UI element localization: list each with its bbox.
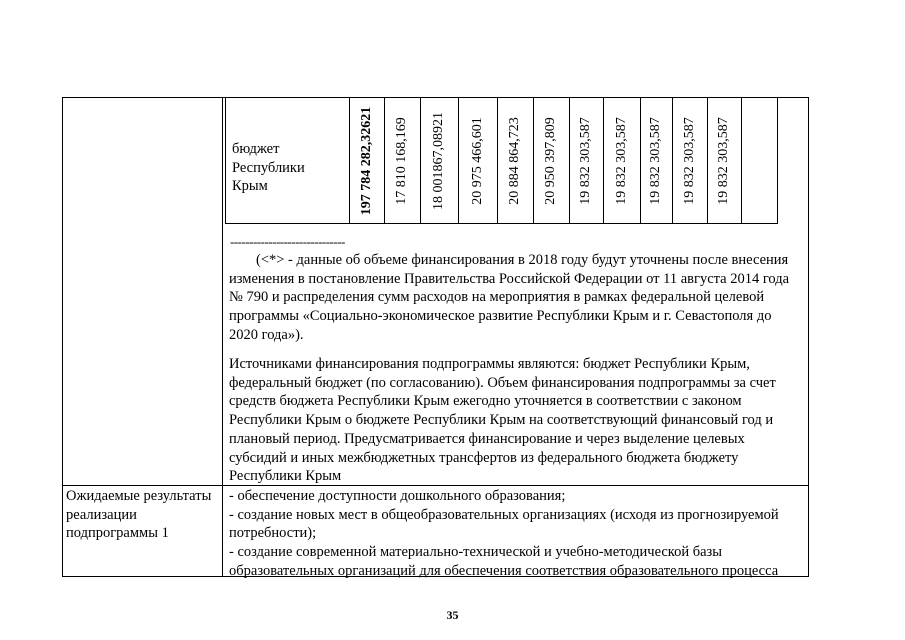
budget-value: 19 832 303,587 xyxy=(681,117,697,205)
budget-table-right xyxy=(777,97,778,224)
expected-label-line: реализации xyxy=(66,506,137,523)
budget-value: 19 832 303,587 xyxy=(716,117,731,205)
expected-line: образовательных организаций для обеспечения соответствия образовательного процесса xyxy=(229,562,779,579)
expected-label-line: подпрограммы 1 xyxy=(66,525,169,542)
funding-sources-paragraph xyxy=(229,355,806,486)
expected-results-list xyxy=(229,487,806,581)
sources-line: субсидий и иных межбюджетных трансфертов из федерального бюджета бюджету xyxy=(229,449,739,466)
budget-label xyxy=(232,140,344,196)
footnote xyxy=(229,251,806,345)
budget-value: 18 001867,08921 xyxy=(431,112,446,210)
budget-total-cell xyxy=(349,102,384,220)
sources-line: Источниками финансирования подпрограммы являются: бюджет Республики Крым, xyxy=(229,356,750,372)
table-right-border xyxy=(808,97,809,576)
budget-value-cell xyxy=(640,102,672,220)
footnote-line: (<*> - данные об объеме финансирования в 2018 году будут уточнены после внесения xyxy=(256,252,789,268)
budget-label-line: бюджет xyxy=(232,141,280,157)
sources-line: средств бюджета Республики Крым ежегодно уточняется в соответствии с законом xyxy=(229,393,742,410)
footnote-line: № 790 и распределения сумм расходов на мероприятия в рамках федеральной целевой xyxy=(229,289,765,306)
budget-value: 20 884 864,723 xyxy=(507,117,522,205)
budget-value: 17 810 168,169 xyxy=(394,117,409,205)
budget-value: 19 832 303,587 xyxy=(613,117,629,205)
column-divider xyxy=(222,97,223,576)
budget-value-cell xyxy=(384,102,420,220)
budget-value: 20 975 466,601 xyxy=(469,117,485,205)
budget-value-cell xyxy=(603,102,640,220)
budget-table-left xyxy=(225,97,226,224)
budget-value: 19 832 303,587 xyxy=(578,117,593,205)
expected-line: - создание современной материально-технической и учебно-методической базы xyxy=(229,544,723,561)
page-number: 35 xyxy=(446,608,459,622)
budget-col-line xyxy=(741,97,742,224)
footnote-line: 2020 года»). xyxy=(229,326,304,343)
budget-value-cell xyxy=(707,102,741,220)
budget-value-cell xyxy=(672,102,707,220)
footnote-line: программы «Социально-экономическое развитие Республики Крым и г. Севастополя до xyxy=(229,308,772,325)
sources-line: федеральный бюджет (по согласованию). Объем финансирования подпрограммы за счет xyxy=(229,374,776,391)
expected-line: - создание новых мест в общеобразовательных организациях (исходя из прогнозируемой xyxy=(229,506,779,523)
expected-line: потребности); xyxy=(229,525,317,542)
table-top-border xyxy=(62,97,809,98)
sources-line: Республики Крым xyxy=(229,468,342,485)
sources-line: Республики Крым о бюджете Республики Крым на соответствующий финансовый год и xyxy=(229,412,774,429)
budget-total-value: 197 784 282,32621 xyxy=(358,106,374,216)
budget-value-cell xyxy=(458,102,497,220)
budget-value: 20 950 397,809 xyxy=(543,117,558,205)
budget-value: 19 832 303,587 xyxy=(648,117,663,205)
budget-value-cell xyxy=(533,102,569,220)
table-left-border xyxy=(62,97,63,576)
expected-line: - обеспечение доступности дошкольного образования; xyxy=(229,488,566,504)
sources-line: плановый период. Предусматривается финансирование и через выделение целевых xyxy=(229,430,745,447)
budget-table-bottom xyxy=(225,223,778,224)
budget-label-line: Крым xyxy=(232,178,268,195)
footnote-separator: ------------------------------ xyxy=(230,234,345,249)
footnote-line: изменения в постановление Правительства Российской Федерации от 11 августа 2014 года xyxy=(229,270,790,287)
expected-label-line: Ожидаемые результаты xyxy=(66,488,212,504)
budget-value-cell xyxy=(420,102,458,220)
budget-value-cell xyxy=(569,102,603,220)
budget-label-line: Республики xyxy=(232,159,305,176)
expected-results-label xyxy=(66,487,222,543)
budget-value-cell xyxy=(497,102,533,220)
